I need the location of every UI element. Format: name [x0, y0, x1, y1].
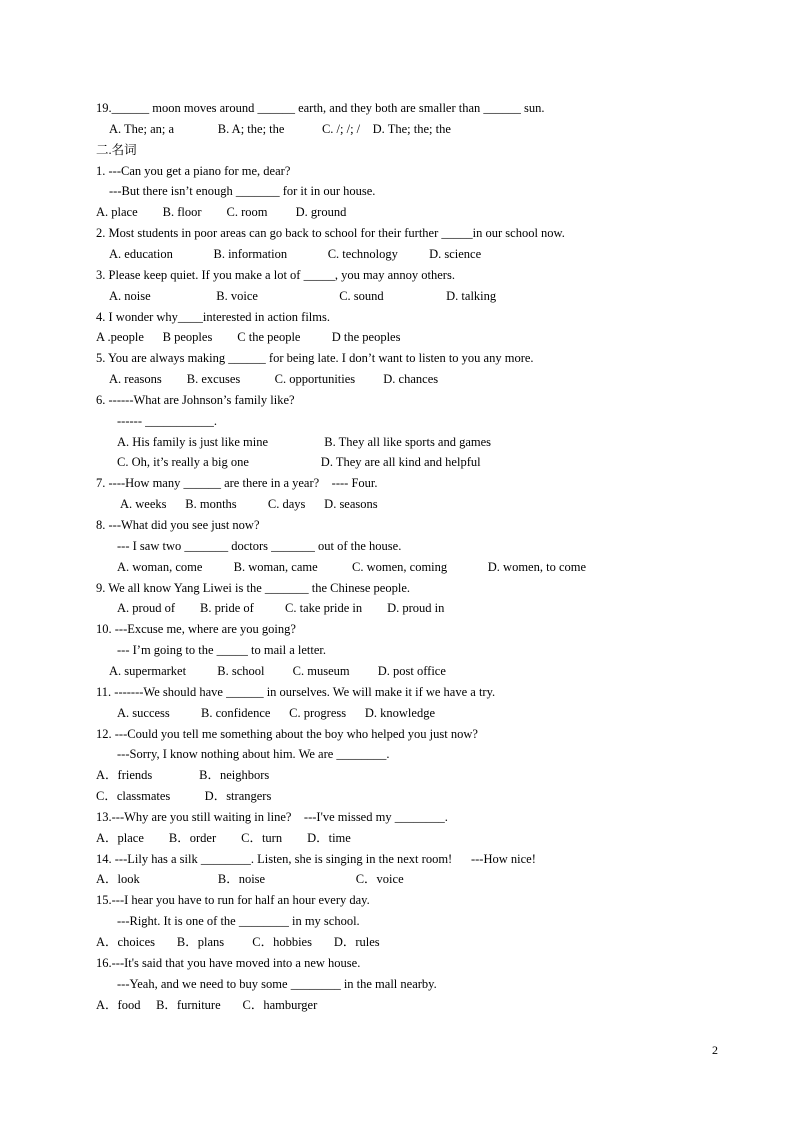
text-line: A. The; an; a B. A; the; the C. /; /; / D. The; the; the: [109, 121, 451, 136]
text-line: A．choices B．plans C．hobbies D．rules: [96, 935, 380, 949]
text-line: ---But there isn’t enough _______ for it in our house.: [109, 184, 376, 199]
text-line: C．classmates D．strangers: [96, 789, 272, 804]
text-line: 16.---It's said that you have moved into a new house.: [96, 955, 361, 970]
text-line: ---Yeah, and we need to buy some ________ in the mall nearby.: [117, 976, 437, 991]
text-line: 19.______ moon moves around ______ earth, and they both are smaller than ______ sun.: [96, 101, 545, 115]
text-line: ---Right. It is one of the ________ in my school.: [117, 914, 360, 929]
text-line: 12. ---Could you tell me something about the boy who helped you just now?: [96, 726, 478, 741]
text-line: A．friends B．neighbors: [96, 768, 270, 783]
text-line: 9. We all know Yang Liwei is the _______ the Chinese people.: [96, 580, 411, 595]
text-line: ---Sorry, I know nothing about him. We are ________.: [117, 747, 390, 762]
text-line: 8. ---What did you see just now?: [96, 518, 260, 532]
text-line: ------ ___________.: [117, 413, 217, 428]
text-line: 5. You are always making ______ for being late. I don’t want to listen to you any more.: [96, 351, 534, 366]
text-line: 15.---I hear you have to run for half an hour every day.: [96, 893, 370, 908]
text-line: 二.名词: [96, 142, 137, 157]
text-line: A. supermarket B. school C. museum D. post office: [109, 663, 446, 678]
text-line: 14. ---Lily has a silk ________. Listen, she is singing in the next room! ---How nice!: [96, 851, 536, 866]
text-line: --- I’m going to the _____ to mail a letter.: [117, 643, 326, 658]
text-line: A. education B. information C. technology D. science: [109, 246, 482, 261]
text-line: 10. ---Excuse me, where are you going?: [96, 622, 296, 637]
text-line: A. weeks B. months C. days D. seasons: [120, 497, 378, 512]
text-line: A．place B．order C．turn D．time: [96, 830, 351, 845]
text-line: --- I saw two _______ doctors _______ out of the house.: [117, 538, 402, 553]
text-line: 11. -------We should have ______ in ourselves. We will make it if we have a try.: [96, 684, 496, 699]
text-line: 2. Most students in poor areas can go back to school for their further _____in our school now.: [96, 226, 565, 241]
text-line: 6. ------What are Johnson’s family like?: [96, 392, 295, 407]
text-line: 4. I wonder why____interested in action films.: [96, 309, 330, 324]
text-line: A. reasons B. excuses C. opportunities D. chances: [109, 372, 439, 387]
text-line: A. woman, come B. woman, came C. women, coming D. women, to come: [117, 559, 587, 574]
text-line: 3. Please keep quiet. If you make a lot of _____, you may annoy others.: [96, 267, 455, 282]
text-line: A. His family is just like mine B. They all like sports and games: [117, 434, 492, 449]
text-line: 1. ---Can you get a piano for me, dear?: [96, 163, 291, 178]
text-line: 7. ----How many ______ are there in a year? ---- Four.: [96, 476, 378, 491]
text-line: A. success B. confidence C. progress D. knowledge: [117, 705, 435, 720]
text-line: A .people B peoples C the people D the peoples: [96, 330, 401, 345]
page-number: 2: [712, 1043, 718, 1057]
text-line: A. noise B. voice C. sound D. talking: [109, 288, 497, 303]
text-line: A．food B．furniture C．hamburger: [96, 997, 318, 1012]
text-line: A. place B. floor C. room D. ground: [96, 205, 347, 220]
text-line: A．look B．noise C．voice: [96, 872, 404, 887]
text-line: 13.---Why are you still waiting in line? ---I've missed my ________.: [96, 809, 448, 824]
text-line: C. Oh, it’s really a big one D. They are all kind and helpful: [117, 455, 481, 470]
text-line: A. proud of B. pride of C. take pride in D. proud in: [117, 601, 445, 616]
